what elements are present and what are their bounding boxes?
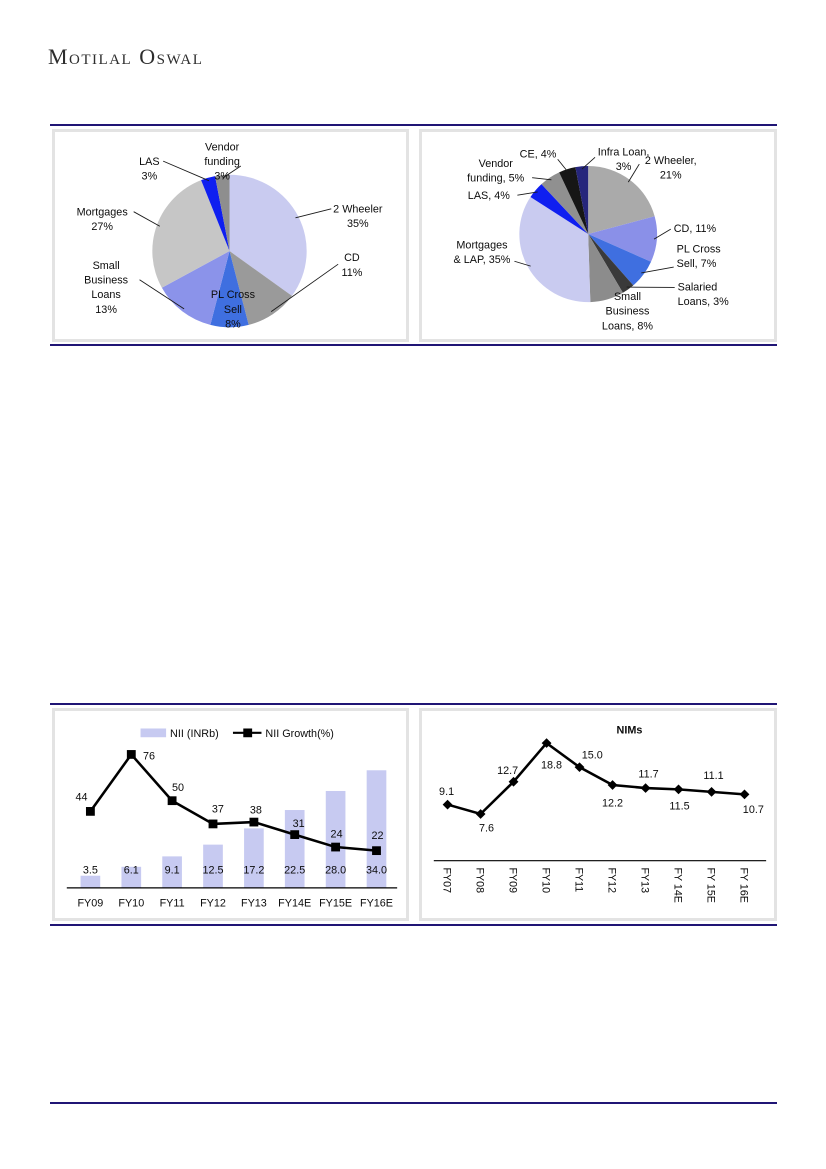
svg-text:FY13: FY13 bbox=[638, 867, 651, 894]
svg-text:15.0: 15.0 bbox=[581, 749, 603, 762]
svg-text:2 Wheeler: 2 Wheeler bbox=[333, 203, 383, 216]
svg-text:Loans: Loans bbox=[91, 289, 121, 302]
svg-text:2 Wheeler,: 2 Wheeler, bbox=[644, 155, 697, 168]
nii-bar-line-chart bbox=[55, 711, 406, 918]
svg-text:PL Cross: PL Cross bbox=[210, 289, 255, 302]
svg-text:21%: 21% bbox=[659, 169, 682, 182]
svg-text:FY 14E: FY 14E bbox=[671, 867, 684, 903]
nims-line-chart bbox=[422, 711, 774, 918]
nims-chart-panel bbox=[419, 708, 777, 921]
svg-text:24: 24 bbox=[330, 828, 343, 841]
svg-text:LAS: LAS bbox=[139, 156, 160, 169]
svg-text:FY08: FY08 bbox=[473, 867, 486, 894]
svg-text:Vendor: Vendor bbox=[478, 158, 513, 170]
svg-text:funding: funding bbox=[204, 156, 240, 169]
svg-text:37: 37 bbox=[211, 803, 224, 816]
svg-text:FY12: FY12 bbox=[605, 867, 618, 894]
footer-rule bbox=[50, 1102, 777, 1104]
svg-text:8%: 8% bbox=[225, 318, 241, 331]
svg-text:FY10: FY10 bbox=[539, 867, 552, 894]
loan-mix-pie-right bbox=[422, 132, 774, 339]
svg-text:13%: 13% bbox=[95, 303, 117, 316]
svg-text:FY09: FY09 bbox=[506, 867, 519, 894]
section-rule-top-bottom bbox=[50, 344, 777, 346]
svg-text:FY11: FY11 bbox=[572, 867, 585, 893]
svg-text:7.6: 7.6 bbox=[478, 822, 495, 835]
svg-text:28.0: 28.0 bbox=[325, 864, 347, 877]
svg-text:11.7: 11.7 bbox=[638, 768, 659, 781]
svg-text:FY12: FY12 bbox=[200, 897, 226, 910]
svg-text:LAS, 4%: LAS, 4% bbox=[467, 190, 510, 203]
svg-text:17.2: 17.2 bbox=[243, 864, 265, 877]
svg-text:FY15E: FY15E bbox=[319, 897, 353, 910]
svg-text:Salaried: Salaried bbox=[677, 281, 718, 294]
svg-text:11.5: 11.5 bbox=[669, 800, 690, 813]
svg-text:27%: 27% bbox=[91, 221, 114, 234]
svg-text:FY11: FY11 bbox=[159, 897, 185, 910]
svg-text:CD: CD bbox=[344, 252, 360, 265]
svg-text:Mortgages: Mortgages bbox=[76, 206, 128, 219]
svg-text:PL Cross: PL Cross bbox=[676, 243, 721, 256]
svg-text:9.1: 9.1 bbox=[439, 785, 455, 798]
svg-text:12.2: 12.2 bbox=[602, 797, 624, 810]
svg-text:NIMs: NIMs bbox=[616, 724, 643, 737]
nii-chart-panel bbox=[52, 708, 409, 921]
svg-text:50: 50 bbox=[171, 782, 185, 794]
svg-text:Infra Loan,: Infra Loan, bbox=[597, 146, 650, 159]
svg-text:CE, 4%: CE, 4% bbox=[519, 148, 557, 161]
svg-text:34.0: 34.0 bbox=[365, 864, 388, 877]
svg-text:CD, 11%: CD, 11% bbox=[673, 223, 717, 236]
pie-chart-panel-left bbox=[52, 129, 409, 342]
svg-text:44: 44 bbox=[75, 791, 88, 804]
svg-text:FY07: FY07 bbox=[440, 867, 453, 894]
svg-text:FY16E: FY16E bbox=[359, 897, 394, 910]
svg-text:3%: 3% bbox=[615, 160, 632, 173]
svg-text:22: 22 bbox=[371, 830, 384, 842]
svg-text:NII Growth(%): NII Growth(%) bbox=[265, 728, 334, 741]
svg-text:18.8: 18.8 bbox=[540, 759, 563, 772]
svg-text:FY13: FY13 bbox=[240, 897, 267, 910]
svg-text:NII (INRb): NII (INRb) bbox=[170, 728, 219, 741]
svg-text:FY 16E: FY 16E bbox=[737, 867, 750, 903]
svg-text:3%: 3% bbox=[141, 170, 158, 183]
svg-text:22.5: 22.5 bbox=[284, 864, 306, 877]
svg-text:38: 38 bbox=[249, 804, 262, 817]
svg-text:76: 76 bbox=[142, 750, 156, 763]
loan-mix-pie-left bbox=[55, 132, 406, 339]
svg-text:6.1: 6.1 bbox=[123, 864, 139, 877]
svg-text:3%: 3% bbox=[214, 170, 230, 183]
svg-text:& LAP, 35%: & LAP, 35% bbox=[453, 254, 511, 267]
svg-text:Small: Small bbox=[92, 260, 120, 273]
svg-text:11.1: 11.1 bbox=[703, 770, 724, 783]
svg-text:Vendor: Vendor bbox=[205, 141, 240, 154]
svg-text:FY09: FY09 bbox=[77, 897, 104, 910]
svg-text:10.7: 10.7 bbox=[742, 803, 764, 816]
section-rule-top bbox=[50, 124, 777, 126]
svg-text:31: 31 bbox=[292, 817, 305, 830]
brand-logo: Motilal Oswal bbox=[48, 44, 204, 69]
svg-text:35%: 35% bbox=[346, 218, 369, 231]
svg-text:Mortgages: Mortgages bbox=[456, 239, 508, 252]
svg-text:Business: Business bbox=[605, 305, 650, 318]
svg-text:Loans, 8%: Loans, 8% bbox=[601, 320, 654, 333]
svg-text:Sell: Sell bbox=[223, 303, 242, 316]
svg-text:12.7: 12.7 bbox=[497, 765, 519, 777]
svg-text:FY14E: FY14E bbox=[278, 897, 312, 910]
svg-text:FY10: FY10 bbox=[118, 897, 145, 910]
section-rule-bottom-top bbox=[50, 703, 777, 705]
svg-text:9.1: 9.1 bbox=[164, 864, 180, 877]
svg-text:FY 15E: FY 15E bbox=[704, 867, 717, 903]
svg-text:Business: Business bbox=[84, 274, 129, 287]
svg-text:Loans, 3%: Loans, 3% bbox=[677, 296, 729, 308]
svg-text:12.5: 12.5 bbox=[202, 864, 224, 877]
pie-chart-panel-right bbox=[419, 129, 777, 342]
svg-text:Small: Small bbox=[613, 291, 642, 304]
svg-text:11%: 11% bbox=[341, 266, 363, 279]
svg-text:3.5: 3.5 bbox=[82, 864, 98, 877]
section-rule-bottom-bottom bbox=[50, 924, 777, 926]
svg-text:Sell, 7%: Sell, 7% bbox=[676, 258, 717, 271]
svg-text:funding, 5%: funding, 5% bbox=[467, 172, 525, 185]
